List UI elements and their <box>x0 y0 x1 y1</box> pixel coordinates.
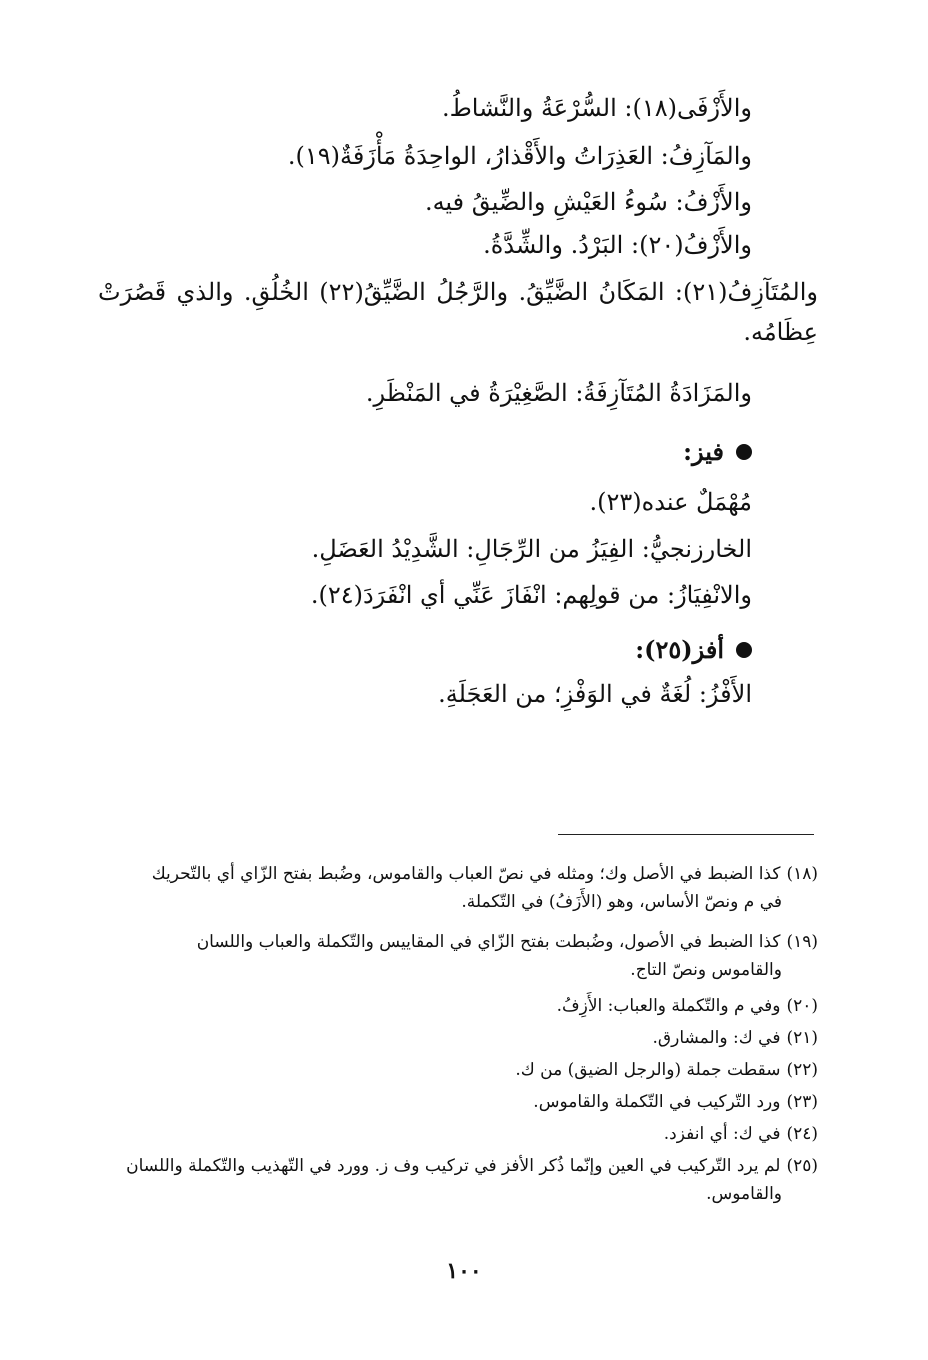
footnote-25 <box>98 1152 818 1208</box>
entry-line-5: والمُتَآزِفُ(٢١): المَكَانُ الضَّيِّقُ. والرَّجُلُ الضَّيِّقُ(٢٢) الخُلُقِ. والذي قَصُرَتْ عِظَامُه. <box>98 278 819 346</box>
footnote-continuation: والقاموس. <box>706 1184 782 1204</box>
footnote-number: (٢١) <box>786 1028 818 1048</box>
fiz-line-3: والانْفِيَازُ: من قولِهم: انْفَازَ عَنِّي أي انْفَرَدَ(٢٤). <box>310 581 752 609</box>
page-number: ١٠٠ <box>446 1258 482 1284</box>
footnote-text: في ك: والمشارق. <box>652 1028 781 1048</box>
entry-line-2: والمَآزِفُ: العَذِرَاتُ والأَقْذارُ، الواحِدَةُ مَأْزَفَةٌ(١٩). <box>287 142 752 170</box>
afz-line-1: الأَفْزُ: لُغَةٌ في الوَفْزِ؛ من العَجَلَةِ. <box>438 680 752 708</box>
footnote-22 <box>98 1056 818 1084</box>
footnote-number: (٢٢) <box>786 1060 818 1080</box>
footnote-19 <box>98 928 818 984</box>
section-heading-afz <box>635 632 752 668</box>
footnote-text: سقطت جملة (والرجل الضيق) من ك. <box>515 1060 781 1080</box>
footnote-divider <box>558 834 814 835</box>
entry-line-6: والمَزَادَةُ المُتَآزِفَةُ: الصَّغِيْرَةُ في المَنْظَرِ. <box>365 379 752 407</box>
heading-text: فيز: <box>683 437 724 466</box>
bullet-icon <box>736 444 752 460</box>
footnote-text: كذا الضبط في الأصل وك؛ ومثله في نصّ العباب والقاموس، وضُبط بفتح الزّاي أي بالتّحريك <box>151 864 781 884</box>
footnote-number: (٢٥) <box>786 1156 818 1176</box>
footnote-text: كذا الضبط في الأصول، وضُبطت بفتح الزّاي في المقاييس والتّكملة والعباب واللسان <box>196 932 781 952</box>
footnote-continuation: والقاموس ونصّ التاج. <box>630 960 782 980</box>
entry-line-4: والأَزْفُ(٢٠): البَرْدُ. والشِّدَّةُ. <box>483 231 752 259</box>
footnote-number: (٢٤) <box>786 1124 818 1144</box>
footnote-number: (٢٠) <box>786 996 818 1016</box>
footnote-text: لم يرد التّركيب في العين وإنّما ذُكر الأفز في تركيب وف ز. وورد في التّهذيب والتّكملة واللسان <box>126 1156 781 1176</box>
entry-line-1: والأَزْفَى(١٨): السُّرْعَةُ والنَّشاطُ. <box>441 94 752 122</box>
footnote-number: (١٩) <box>786 932 818 952</box>
footnote-18 <box>98 860 818 916</box>
footnote-24 <box>98 1120 818 1148</box>
footnote-number: (١٨) <box>786 864 818 884</box>
heading-text: أفز(٢٥): <box>635 635 724 664</box>
footnote-continuation: في م ونصّ الأساس، وهو (الأَزَفُ) في التّكملة. <box>461 892 782 912</box>
section-heading-fiz <box>683 434 752 470</box>
footnote-text: وفي م والتّكملة والعباب: الأَزِفُ. <box>556 996 781 1016</box>
footnote-23 <box>98 1088 818 1116</box>
footnote-number: (٢٣) <box>786 1092 818 1112</box>
footnote-21 <box>98 1024 818 1052</box>
footnote-20 <box>98 992 818 1020</box>
footnote-text: ورد التّركيب في التّكملة والقاموس. <box>533 1092 781 1112</box>
bullet-icon <box>736 642 752 658</box>
footnote-text: في ك: أي انفزد. <box>663 1124 781 1144</box>
fiz-line-2: الخارزنجيُّ: الفِيَزُ من الرِّجَالِ: الشَّدِيْدُ العَضَلِ. <box>311 535 752 563</box>
entry-line-3: والأَزْفُ: سُوءُ العَيْشِ والضِّيقُ فيه. <box>424 188 752 216</box>
fiz-line-1: مُهْمَلٌ عنده(٢٣). <box>589 488 752 516</box>
